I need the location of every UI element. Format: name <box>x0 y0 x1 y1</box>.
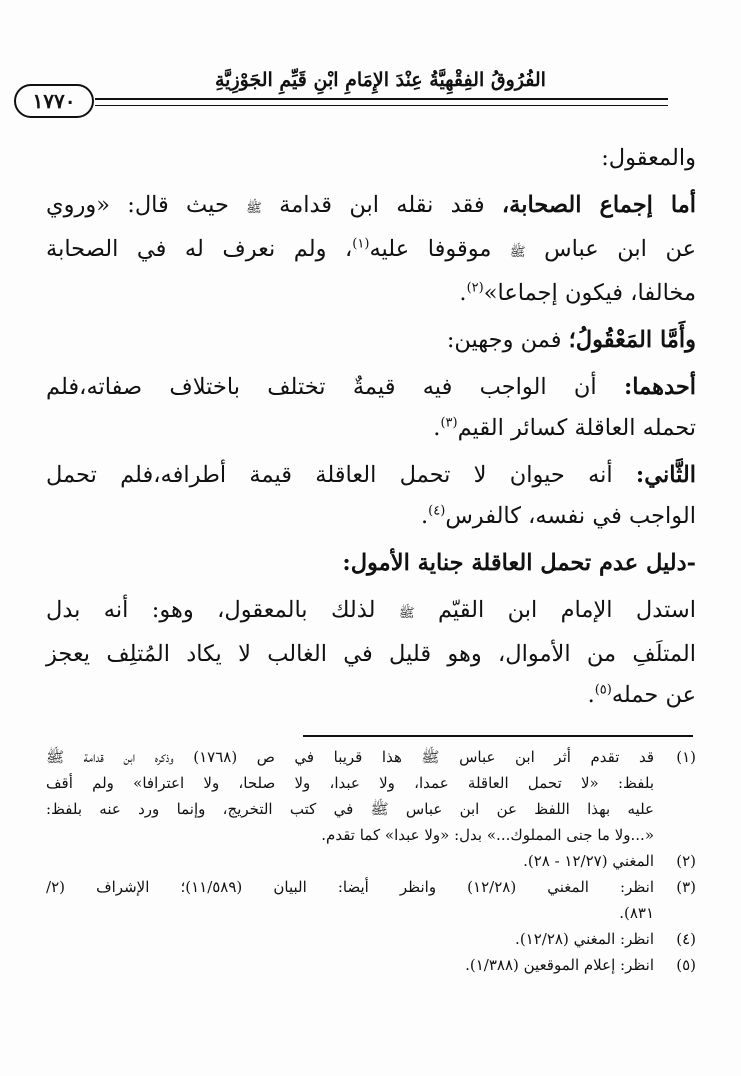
text-run: . <box>421 503 429 529</box>
text-run: عن ابن عباس <box>525 236 697 262</box>
paragraph-first-reason <box>46 367 696 449</box>
text-line: المتلَفِ من الأموال، وهو قليل في الغالب لا يكاد المُتلِف يعجز <box>46 641 696 667</box>
footnote-line: «...ولا ما جنى المملوك...» بدل: «ولا عبدا» كما تقدم. <box>321 826 654 844</box>
footnote-separator <box>303 735 693 737</box>
footnote-text <box>46 926 654 952</box>
text-run: . <box>587 682 595 708</box>
footnote-line: بلفظ: «لا تحمل العاقلة عمدا، ولا عبدا، ولا صلحا، ولا اعترافا» ولم أقف <box>46 774 654 792</box>
paragraph-second-reason <box>46 455 696 537</box>
text-line <box>46 496 696 537</box>
footnote-line: عليه بهذا اللفظ عن ابن عباس ﷺ في كتب التخريج، وإنما ورد عنه بلفظ: <box>46 800 654 818</box>
text-line: والمعقول: <box>601 145 696 171</box>
text-line <box>46 273 696 314</box>
paragraph-heading: أما إجماع الصحابة، <box>501 192 697 218</box>
footnote-number: (٣) <box>676 878 696 896</box>
text-run: . <box>433 415 441 441</box>
text-run: ، ولم نعرف له في الصحابة <box>46 236 353 262</box>
running-title: الفُرُوقُ الفِقْهِيَّةُ عِنْدَ الإِمَامِ ابْنِ قَيِّمِ الجَوْزِيَّةِ <box>215 69 546 91</box>
honorific-glyph: ﷺ <box>509 245 526 260</box>
text-line <box>46 455 696 496</box>
text-line <box>46 590 696 634</box>
footnote-line: قد تقدم أثر ابن عباس ﷺ هذا قريبا في ص (١٧٦٨) وذكره ابن قدامة ﷺ <box>46 748 654 766</box>
page-number: ١٧٧٠ <box>14 84 94 118</box>
text-run: أن الواجب فيه قيمةٌ تختلف باختلاف صفاته،فلم <box>46 374 624 400</box>
footnote-number: (٤) <box>676 930 696 948</box>
text-line <box>46 675 696 716</box>
text-line <box>46 408 696 449</box>
footnote-ref[interactable]: (٥) <box>594 682 612 698</box>
paragraph-inference <box>46 590 696 716</box>
honorific-glyph: ﷺ <box>398 606 415 621</box>
paragraph-intro <box>46 138 696 179</box>
header-rule <box>95 98 668 100</box>
text-run: استدل الإمام ابن القيّم <box>414 597 696 623</box>
footnote-ref[interactable]: (٢) <box>466 280 484 296</box>
footnote-line: انظر: المغني (١٢/٢٨). <box>515 930 654 948</box>
footnote-ref[interactable]: (٤) <box>428 503 446 519</box>
paragraph-heading: وأَمَّا المَعْقُولُ؛ <box>568 327 696 353</box>
paragraph-consensus <box>46 185 696 314</box>
text-line <box>46 543 696 584</box>
text-run: فقد نقله ابن قدامة <box>261 192 502 218</box>
text-run: . <box>459 280 467 306</box>
text-run: أنه حيوان لا تحمل العاقلة قيمة أطرافه،فلم تحمل <box>46 462 636 488</box>
text-run: حيث قال: «وروي <box>46 192 247 218</box>
footnote-line: المغني (١٢/٢٧ - ٢٨). <box>523 852 654 870</box>
text-line <box>46 367 696 408</box>
main-text <box>46 138 696 722</box>
text-line <box>46 320 696 361</box>
honorific-glyph: ﷺ <box>246 201 262 216</box>
paragraph-reasoning <box>46 320 696 361</box>
text-run: الواجب في نفسه، كالفرس <box>445 503 696 529</box>
paragraph-heading: أحدهما: <box>623 374 696 400</box>
footnote-number: (١) <box>676 748 696 766</box>
text-line <box>46 185 696 229</box>
footnote-text <box>46 744 654 848</box>
text-run: تحمله العاقلة كسائر القيم <box>457 415 696 441</box>
header-rule-thin <box>95 105 668 106</box>
footnote-text <box>46 848 654 874</box>
footnotes <box>46 744 696 978</box>
footnote-line: ٨٣١). <box>619 904 654 922</box>
footnote-text <box>46 874 654 926</box>
footnote <box>46 744 696 848</box>
text-run: لذلك بالمعقول، وهو: أنه بدل <box>46 597 399 623</box>
text-run: مخالفا، فيكون إجماعا» <box>483 280 696 306</box>
text-run: فمن وجهين: <box>446 327 569 353</box>
text-line <box>46 229 696 273</box>
footnote <box>46 874 696 926</box>
footnote-number: (٢) <box>676 852 696 870</box>
section-title: -دليل عدم تحمل العاقلة جناية الأمول: <box>342 550 696 576</box>
section-heading <box>46 543 696 584</box>
footnote-number: (٥) <box>676 956 696 974</box>
footnote-line: انظر: المغني (١٢/٢٨) وانظر أيضا: البيان (١١/٥٨٩)؛ الإشراف (٢/ <box>46 878 655 896</box>
footnote <box>46 926 696 952</box>
text-run: موقوفا عليه <box>369 236 510 262</box>
footnote-text <box>46 952 654 978</box>
footnote-ref[interactable]: (٣) <box>440 415 458 431</box>
footnote <box>46 952 696 978</box>
footnote-line: انظر: إعلام الموقعين (١/٣٨٨). <box>465 956 654 974</box>
paragraph-heading: الثَّاني: <box>635 462 696 488</box>
footnote-ref[interactable]: (١) <box>352 236 370 252</box>
footnote <box>46 848 696 874</box>
text-run: عن حمله <box>611 682 696 708</box>
